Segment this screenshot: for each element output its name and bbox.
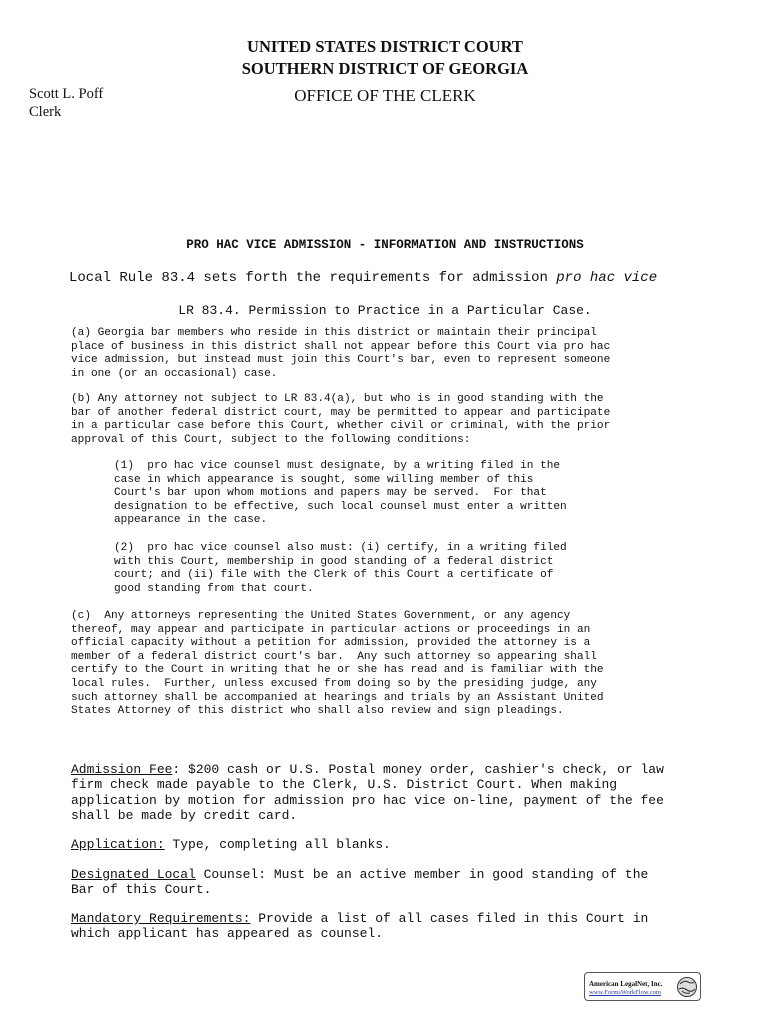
condition-2: (2) pro hac vice counsel also must: (i) certify, in a writing filed with this Court, membership in good standing of a federal district court; and (ii) file with the Clerk of this Court a certificate of good standing from that court.	[114, 542, 567, 595]
lr-heading: LR 83.4. Permission to Practice in a Particular Case.	[178, 303, 592, 318]
rule-paragraph-c: (c) Any attorneys representing the United States Government, or any agency thereof, may appear and participate in particular actions or proceedings in an official capacity without a petition for admission, provided the attorney is a member of a federal district court's bar. Any such attorney so appearing shall certify to the Court in writing that he or she has read and is familiar with the local rules. Further, unless excused from doing so by the presiding judge, any such attorney shall be accompanied at hearings and trials by an Assistant United States Attorney of this district who shall also review and sign pleadings.	[71, 610, 604, 718]
application-instruction	[71, 837, 391, 852]
clerk-block	[29, 85, 103, 121]
rule-paragraph-b: (b) Any attorney not subject to LR 83.4(a), but who is in good standing with the bar of another federal district court, may be permitted to appear and participate in a particular case before this Court, whether civil or criminal, with the prior approval of this Court, subject to the following conditions:	[71, 393, 611, 446]
rule-intro	[69, 270, 657, 286]
rule-intro-italic: pro hac vice	[556, 270, 658, 286]
district-name: SOUTHERN DISTRICT OF GEORGIA	[241, 59, 529, 78]
clerk-title: Clerk	[29, 104, 62, 120]
court-header	[0, 36, 770, 80]
application-label: Application:	[71, 837, 165, 852]
admission-fee-text: : $200 cash or U.S. Postal money order, cashier's check, or law firm check made payable to the Clerk, U.S. District Court. When making application by motion for admission pro hac vice on-line, payment of the fee shall be made by credit card.	[71, 762, 664, 823]
mandatory-requirements	[71, 911, 648, 942]
application-text: Type, completing all blanks.	[164, 837, 391, 852]
logo-company: American LegalNet, Inc.	[589, 980, 663, 988]
mandatory-label: Mandatory Requirements:	[71, 911, 251, 926]
mandatory-text: Provide a list of all cases filed in this Court in which applicant has appeared as counsel.	[71, 911, 649, 942]
local-counsel-instruction	[71, 867, 648, 898]
local-counsel-text: Counsel: Must be an active member in good standing of the Bar of this Court.	[71, 867, 649, 898]
clerk-name: Scott L. Poff	[29, 86, 104, 102]
local-counsel-label: Designated Local	[71, 867, 196, 882]
office-of-clerk: OFFICE OF THE CLERK	[294, 86, 476, 105]
condition-1: (1) pro hac vice counsel must designate, by a writing filed in the case in which appearance is sought, some willing member of this Court's bar upon whom motions and papers may be served. For that designation to be effective, such local counsel must enter a written appearance in the case.	[114, 460, 567, 527]
admission-fee	[71, 762, 664, 823]
rule-paragraph-a: (a) Georgia bar members who reside in this district or maintain their principal place of business in this district shall not appear before this Court via pro hac vice admission, but instead must join this Court's bar, even to represent someone in one (or an occasional) case.	[71, 327, 611, 380]
rule-intro-text: Local Rule 83.4 sets forth the requirements for admission	[69, 270, 557, 286]
logo-url-link[interactable]: www.FormsWorkFlow.com	[589, 989, 661, 996]
admission-fee-label: Admission Fee	[71, 762, 173, 777]
footer-logo[interactable]	[584, 972, 701, 1001]
globe-icon	[676, 976, 698, 998]
document-title: PRO HAC VICE ADMISSION - INFORMATION AND INSTRUCTIONS	[186, 238, 584, 252]
court-name: UNITED STATES DISTRICT COURT	[247, 37, 523, 56]
